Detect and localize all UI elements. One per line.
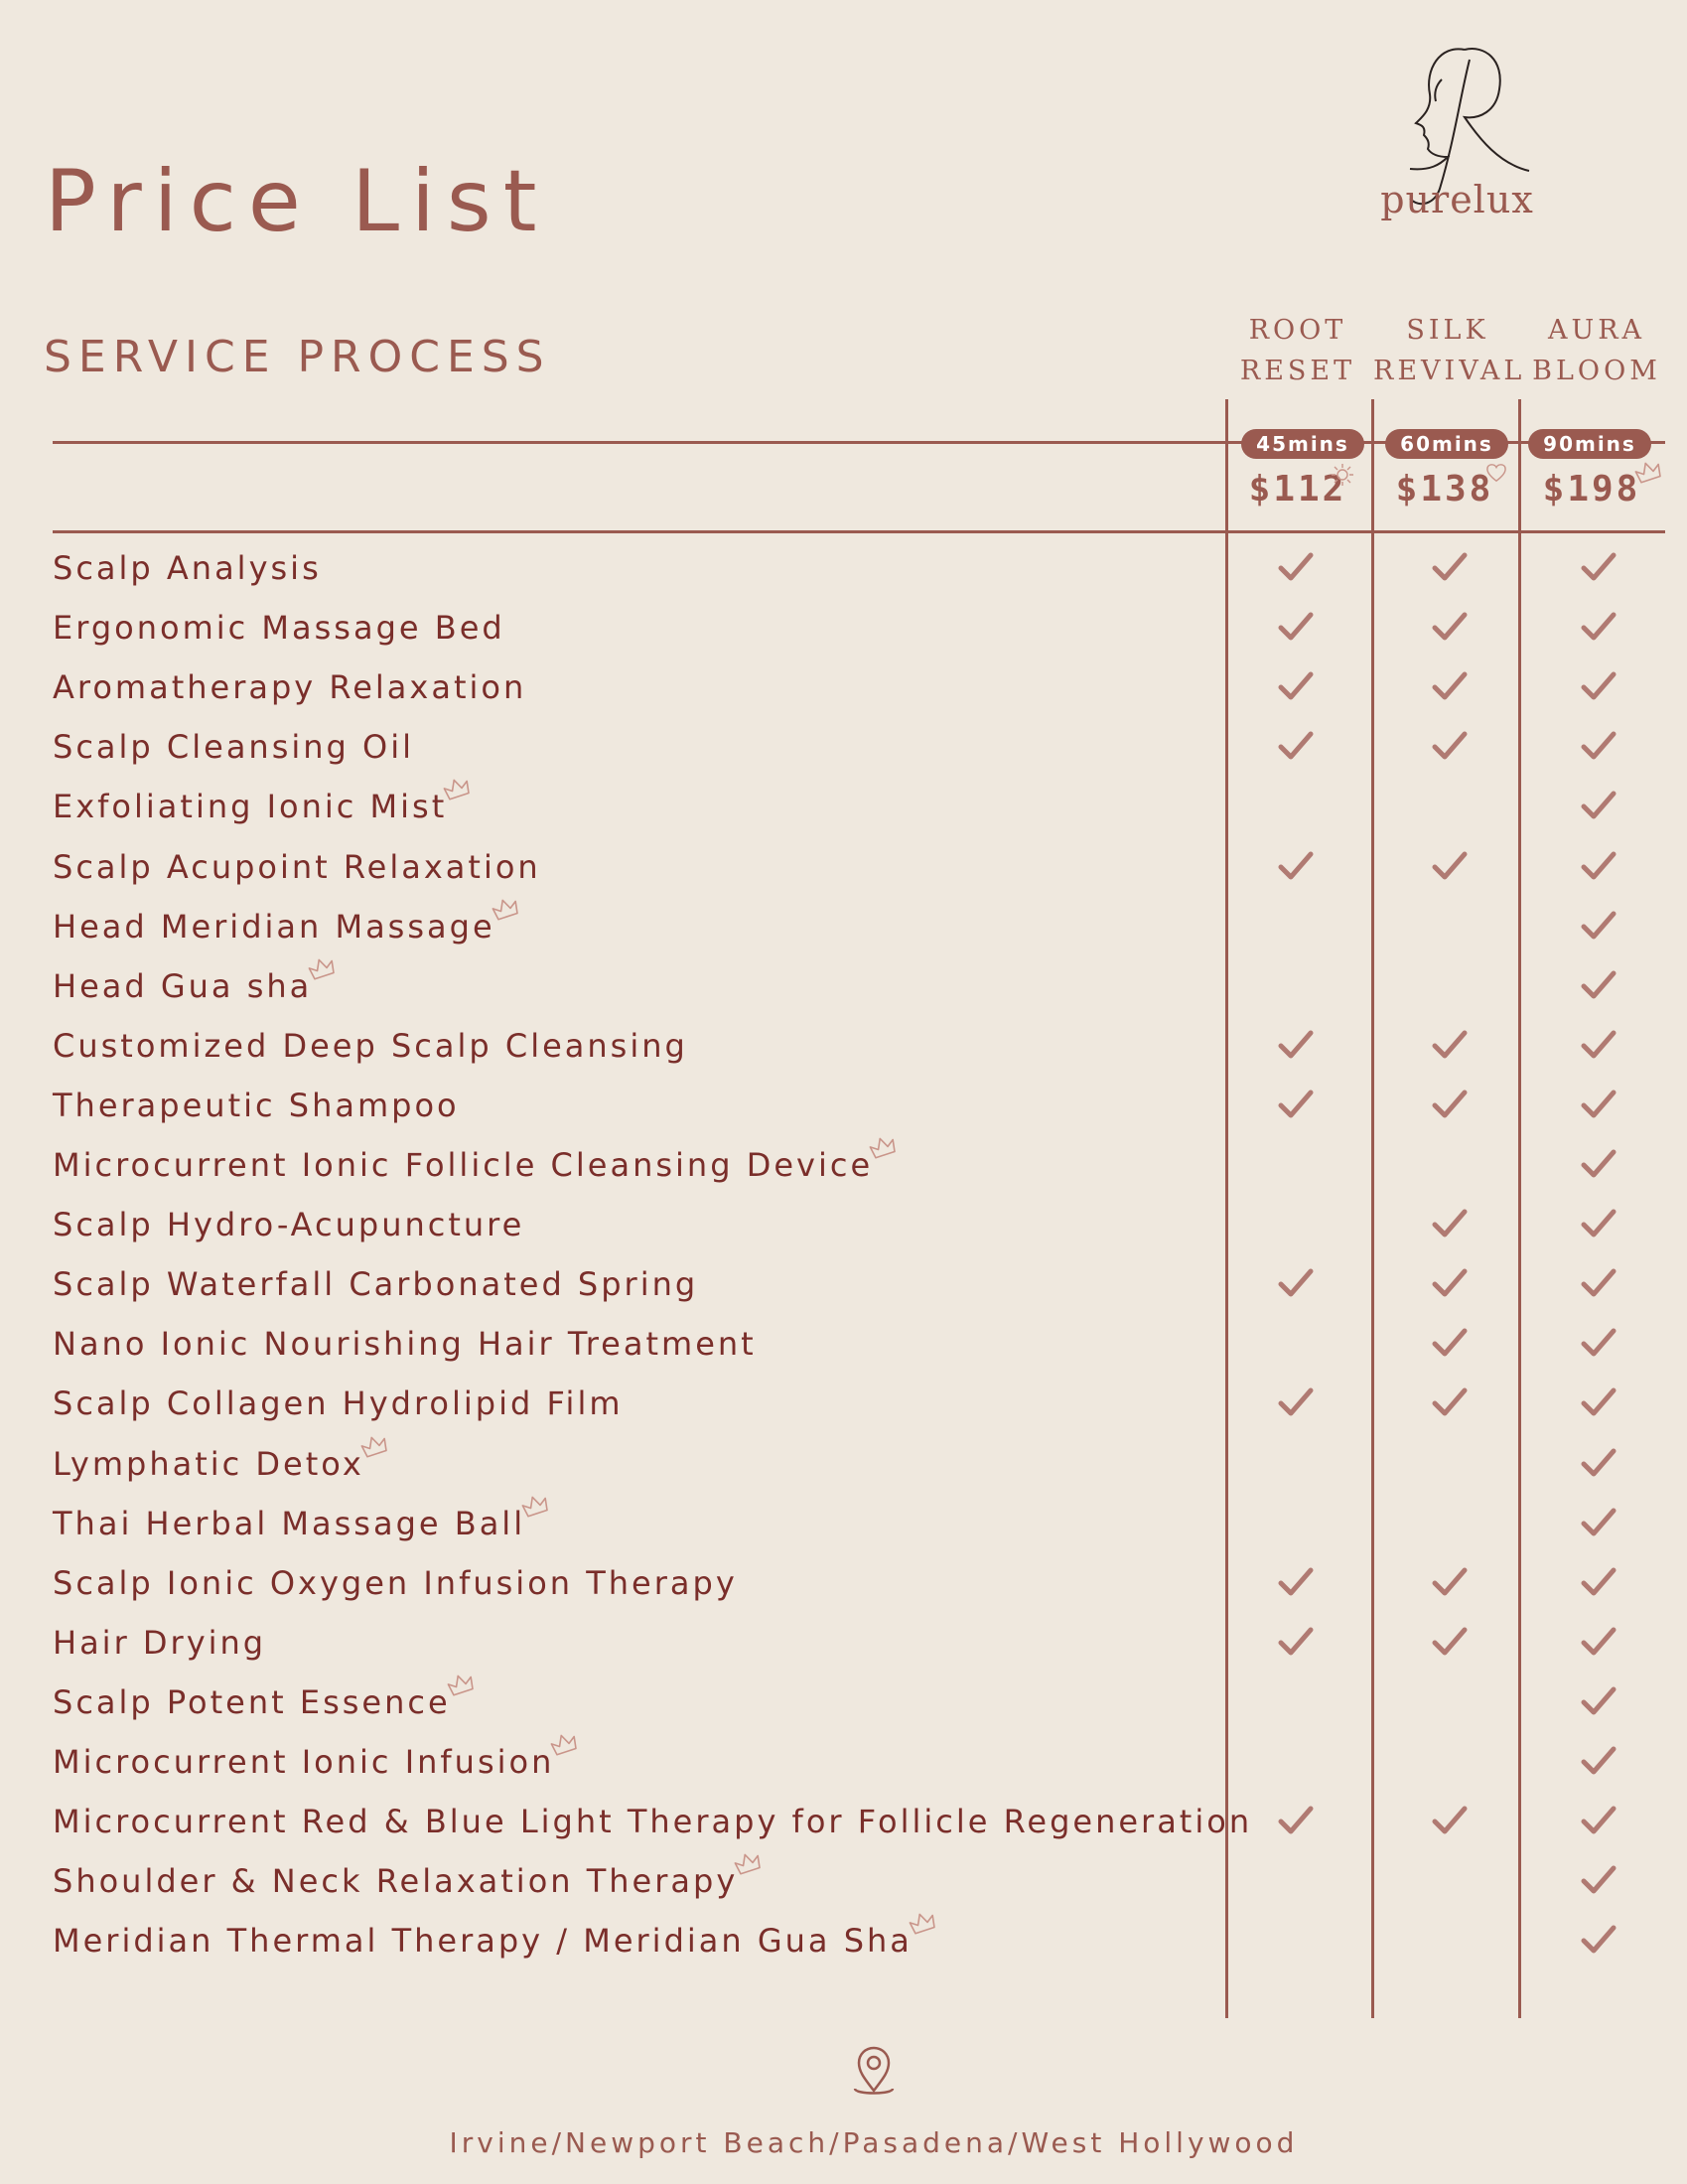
service-row-label: [53, 1803, 1253, 1840]
check-icon: [1430, 1385, 1470, 1419]
service-row-label: [53, 1564, 738, 1602]
package-price: $112: [1248, 469, 1347, 510]
service-row-label: [53, 1445, 388, 1483]
service-row-label: [53, 788, 471, 825]
service-name: Scalp Cleansing Oil: [53, 728, 414, 766]
check-icon: [1579, 1207, 1618, 1240]
check-icon: [1276, 1266, 1316, 1300]
crown-icon: [521, 1494, 549, 1518]
check-icon: [1579, 1923, 1618, 1957]
duration-badge: 90mins: [1528, 429, 1651, 459]
service-row-label: [53, 1146, 897, 1184]
check-icon: [1579, 1684, 1618, 1718]
check-icon: [1579, 849, 1618, 883]
check-icon: [1430, 669, 1470, 703]
check-icon: [1579, 1565, 1618, 1599]
crown-icon: [447, 1673, 475, 1696]
page-title: Price List: [45, 152, 549, 251]
check-icon: [1579, 550, 1618, 584]
check-icon: [1430, 849, 1470, 883]
service-row-label: [53, 908, 519, 946]
check-icon: [1430, 1028, 1470, 1062]
check-icon: [1430, 1625, 1470, 1659]
service-row-label: [53, 1683, 475, 1721]
package-name-silk-revival: [1373, 310, 1526, 391]
service-row-label: [53, 1265, 699, 1303]
locations-footer: Irvine/Newport Beach/Pasadena/West Hollywood: [449, 2126, 1299, 2159]
check-icon: [1276, 849, 1316, 883]
check-icon: [1579, 1863, 1618, 1897]
service-row-label: [53, 1087, 460, 1124]
service-name: Scalp Waterfall Carbonated Spring: [53, 1265, 699, 1303]
duration-badge: 60mins: [1385, 429, 1508, 459]
check-icon: [1276, 1565, 1316, 1599]
check-icon: [1579, 1506, 1618, 1539]
service-row-label: [53, 609, 505, 647]
service-name: Microcurrent Ionic Follicle Cleansing Device: [53, 1146, 874, 1184]
check-icon: [1430, 1266, 1470, 1300]
check-icon: [1579, 1625, 1618, 1659]
service-name: Aromatherapy Relaxation: [53, 668, 527, 706]
check-icon: [1276, 669, 1316, 703]
check-icon: [1579, 789, 1618, 822]
check-icon: [1430, 1326, 1470, 1360]
sun-icon: [1331, 463, 1354, 487]
package-name-line1: AURA: [1547, 315, 1646, 346]
service-row-label: [53, 549, 322, 587]
check-icon: [1430, 610, 1470, 644]
check-icon: [1579, 669, 1618, 703]
service-name: Scalp Potent Essence: [53, 1683, 451, 1721]
service-name: Meridian Thermal Therapy / Meridian Gua Sha: [53, 1922, 913, 1960]
service-name: Microcurrent Ionic Infusion: [53, 1743, 555, 1781]
service-row-label: [53, 1206, 525, 1243]
crown-icon: [869, 1135, 897, 1159]
service-row-label: [53, 728, 414, 766]
service-row-label: [53, 848, 541, 886]
section-heading: SERVICE PROCESS: [44, 332, 551, 382]
crown-icon: [550, 1732, 578, 1756]
brand-name: purelux: [1380, 178, 1534, 221]
service-name: Scalp Analysis: [53, 549, 322, 587]
package-price: $198: [1542, 469, 1641, 510]
check-icon: [1579, 1804, 1618, 1837]
header-divider-bottom: [53, 530, 1665, 533]
service-name: Customized Deep Scalp Cleansing: [53, 1027, 688, 1065]
service-row-label: [53, 1384, 624, 1422]
column-divider: [1371, 399, 1374, 2018]
service-name: Microcurrent Red & Blue Light Therapy for Follicle Regeneration: [53, 1803, 1253, 1840]
service-row-label: [53, 1027, 688, 1065]
service-name: Scalp Hydro-Acupuncture: [53, 1206, 525, 1243]
check-icon: [1579, 968, 1618, 1002]
heart-icon: [1485, 463, 1507, 483]
check-icon: [1579, 1446, 1618, 1480]
crown-icon: [1634, 459, 1662, 485]
column-divider: [1518, 399, 1521, 2018]
service-row-label: [53, 967, 336, 1005]
service-name: Exfoliating Ionic Mist: [53, 788, 448, 825]
check-icon: [1579, 1385, 1618, 1419]
service-row-label: [53, 1505, 549, 1542]
check-icon: [1430, 1804, 1470, 1837]
service-name: Nano Ionic Nourishing Hair Treatment: [53, 1325, 757, 1363]
check-icon: [1430, 729, 1470, 763]
service-row-label: [53, 1922, 936, 1960]
check-icon: [1430, 1088, 1470, 1121]
service-name: Hair Drying: [53, 1624, 267, 1662]
check-icon: [1579, 1326, 1618, 1360]
crown-icon: [360, 1434, 388, 1458]
check-icon: [1276, 1088, 1316, 1121]
map-pin-icon: [849, 2043, 899, 2103]
check-icon: [1579, 729, 1618, 763]
crown-icon: [492, 897, 519, 921]
column-divider: [1225, 399, 1228, 2018]
service-name: Thai Herbal Massage Ball: [53, 1505, 526, 1542]
check-icon: [1579, 1147, 1618, 1181]
service-row-label: [53, 1743, 578, 1781]
service-row-label: [53, 1862, 762, 1900]
check-icon: [1276, 550, 1316, 584]
service-name: Head Meridian Massage: [53, 908, 495, 946]
check-icon: [1579, 1744, 1618, 1778]
service-name: Scalp Collagen Hydrolipid Film: [53, 1384, 624, 1422]
check-icon: [1276, 729, 1316, 763]
check-icon: [1579, 1088, 1618, 1121]
check-icon: [1579, 1028, 1618, 1062]
package-name-line2: BLOOM: [1532, 356, 1661, 386]
check-icon: [1430, 1565, 1470, 1599]
package-price: $138: [1395, 469, 1494, 510]
service-name: Therapeutic Shampoo: [53, 1087, 460, 1124]
check-icon: [1430, 550, 1470, 584]
service-row-label: [53, 1325, 757, 1363]
service-name: Scalp Acupoint Relaxation: [53, 848, 541, 886]
check-icon: [1579, 610, 1618, 644]
package-name-line1: SILK: [1406, 315, 1489, 346]
crown-icon: [443, 777, 471, 801]
package-name-aura-bloom: [1522, 310, 1671, 391]
check-icon: [1276, 1385, 1316, 1419]
service-name: Shoulder & Neck Relaxation Therapy: [53, 1862, 739, 1900]
check-icon: [1276, 1625, 1316, 1659]
check-icon: [1430, 1207, 1470, 1240]
service-row-label: [53, 1624, 267, 1662]
duration-badge: 45mins: [1241, 429, 1364, 459]
check-icon: [1276, 1804, 1316, 1837]
check-icon: [1276, 610, 1316, 644]
package-name-line2: REVIVAL: [1373, 356, 1526, 386]
service-name: Ergonomic Massage Bed: [53, 609, 505, 647]
check-icon: [1579, 1266, 1618, 1300]
package-name-line1: ROOT: [1248, 315, 1347, 346]
crown-icon: [734, 1851, 762, 1875]
check-icon: [1579, 909, 1618, 943]
crown-icon: [909, 1911, 936, 1935]
service-row-label: [53, 668, 527, 706]
service-name: Head Gua sha: [53, 967, 313, 1005]
service-name: Scalp Ionic Oxygen Infusion Therapy: [53, 1564, 738, 1602]
package-name-line2: RESET: [1239, 356, 1356, 386]
check-icon: [1276, 1028, 1316, 1062]
service-name: Lymphatic Detox: [53, 1445, 364, 1483]
crown-icon: [308, 956, 336, 980]
package-name-root-reset: [1223, 310, 1372, 391]
